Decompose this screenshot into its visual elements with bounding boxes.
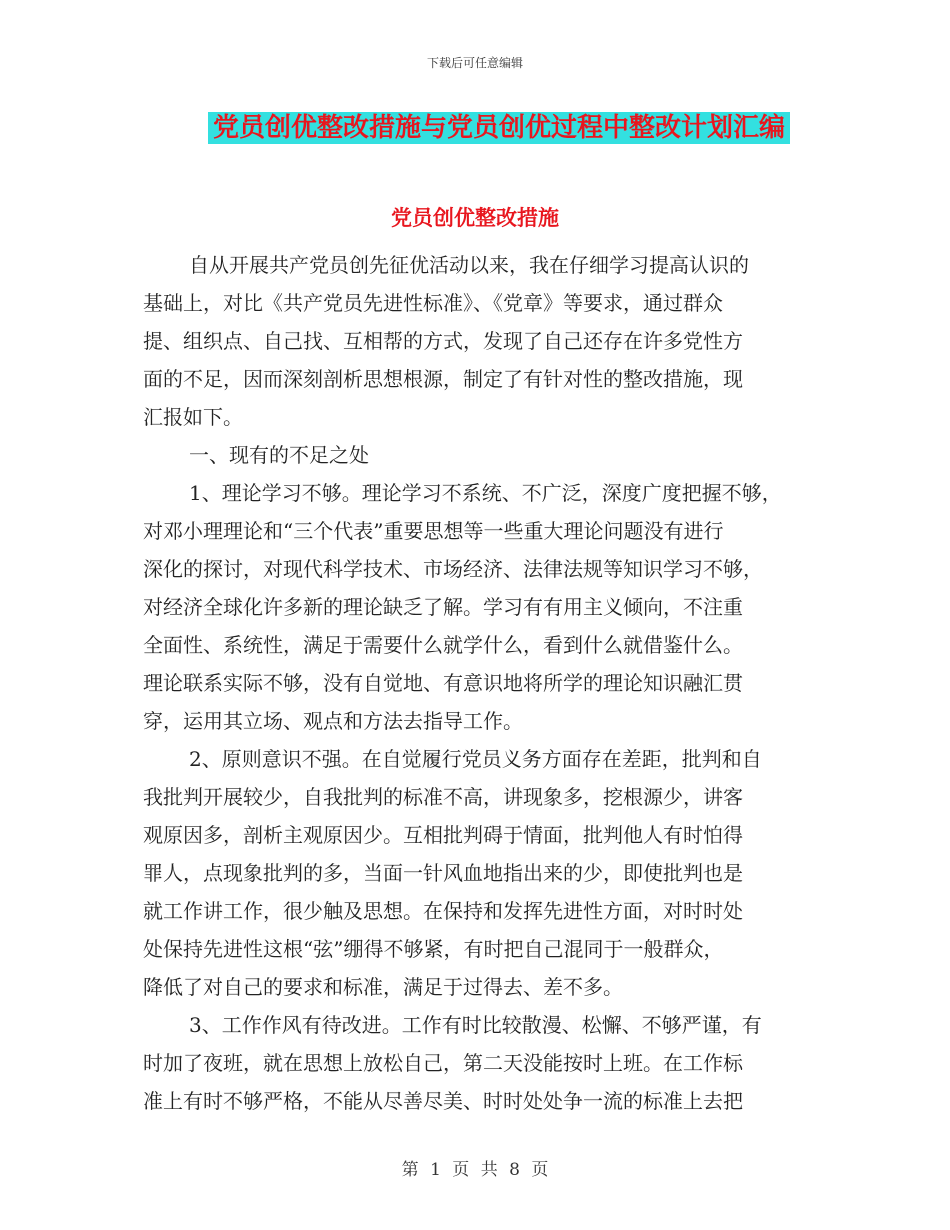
paragraph-line: 1、理论学习不够。理论学习不系统、不广泛，深度广度把握不够， — [189, 481, 782, 505]
paragraph-line: 准上有时不够严格，不能从尽善尽美、时时处处争一流的标准上去把 — [143, 1089, 743, 1113]
paragraph-line: 穿，运用其立场、观点和方法去指导工作。 — [143, 709, 523, 733]
paragraph-line: 自从开展共产党员创先征优活动以来，我在仔细学习提高认识的 — [189, 253, 749, 277]
paragraph-line: 就工作讲工作，很少触及思想。在保持和发挥先进性方面，对时时处 — [143, 899, 743, 923]
paragraph-line: 我批判开展较少，自我批判的标准不高，讲现象多，挖根源少，讲客 — [143, 785, 743, 809]
paragraph-line: 汇报如下。 — [143, 405, 243, 429]
paragraph-line: 理论联系实际不够，没有自觉地、有意识地将所学的理论知识融汇贯 — [143, 671, 743, 695]
paragraph-line: 处保持先进性这根“弦”绷得不够紧，有时把自己混同于一般群众， — [143, 937, 724, 961]
paragraph-line: 3、工作作风有待改进。工作有时比较散漫、松懈、不够严谨，有 — [189, 1013, 762, 1037]
paragraph-line: 降低了对自己的要求和标准，满足于过得去、差不多。 — [143, 975, 623, 999]
section-heading: 一、现有的不足之处 — [189, 443, 369, 467]
paragraph-line: 面的不足，因而深刻剖析思想根源，制定了有针对性的整改措施，现 — [143, 367, 743, 391]
paragraph-line: 基础上，对比《共产党员先进性标准》、《党章》等要求，通过群众 — [143, 291, 723, 315]
document-title-highlight — [208, 112, 790, 144]
document-title: 党员创优整改措施与党员创优过程中整改计划汇编 — [212, 113, 785, 143]
paragraph-line: 罪人，点现象批判的多，当面一针风血地指出来的少，即使批判也是 — [143, 861, 743, 885]
page-footer: 第 1 页 共 8 页 — [401, 1160, 549, 1180]
header-note: 下载后可任意编辑 — [426, 56, 523, 70]
paragraph-line: 提、组织点、自己找、互相帮的方式，发现了自己还存在许多党性方 — [143, 329, 743, 353]
paragraph-line: 观原因多，剖析主观原因少。互相批判碍于情面，批判他人有时怕得 — [143, 823, 743, 847]
paragraph-line: 2、原则意识不强。在自觉履行党员义务方面存在差距，批判和自 — [189, 747, 762, 771]
paragraph-line: 对邓小理理论和“三个代表”重要思想等一些重大理论问题没有进行 — [143, 519, 724, 543]
paragraph-line: 时加了夜班，就在思想上放松自己，第二天没能按时上班。在工作标 — [143, 1051, 743, 1075]
paragraph-line: 对经济全球化许多新的理论缺乏了解。学习有有用主义倾向，不注重 — [143, 595, 743, 619]
paragraph-line: 全面性、系统性，满足于需要什么就学什么，看到什么就借鉴什么。 — [143, 633, 743, 657]
section-title: 党员创优整改措施 — [391, 206, 559, 230]
paragraph-line: 深化的探讨，对现代科学技术、市场经济、法律法规等知识学习不够， — [143, 557, 763, 581]
